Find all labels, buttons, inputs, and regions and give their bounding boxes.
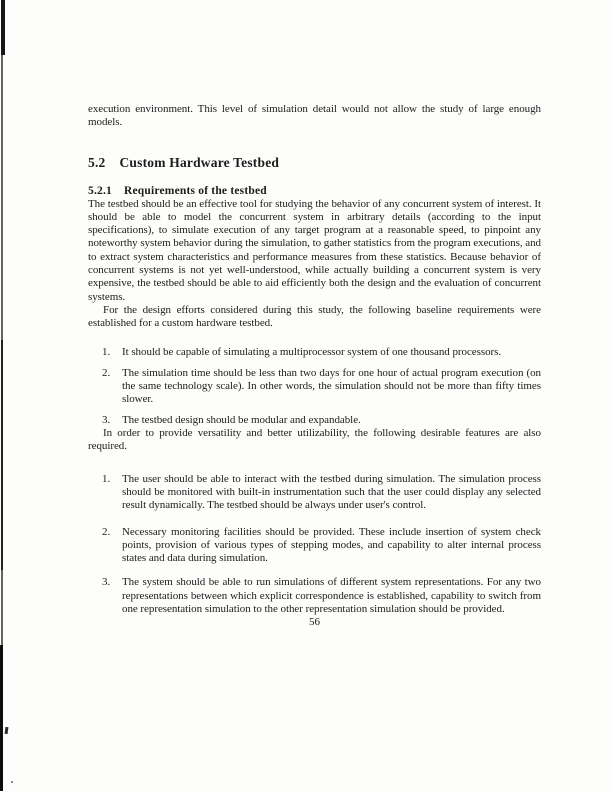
list-item-text: The system should be able to run simulations of different system representations. For any two representations between which explicit correspondence is established, capability to switch from one representation simulation to the other representation simulation should be provided. (122, 576, 541, 616)
list-item (102, 526, 541, 566)
subsection-heading (88, 185, 541, 198)
scan-artifact-speck (5, 727, 9, 734)
list-item-number: 1. (102, 472, 111, 485)
continuation-paragraph: execution environment. This level of simulation detail would not allow the study of large enough models. (88, 103, 541, 129)
page-text-block (88, 103, 541, 630)
page-number: 56 (309, 616, 320, 629)
baseline-requirements-list (88, 346, 541, 427)
list-item (102, 576, 541, 616)
list-item-text: The testbed design should be modular and expandable. (122, 413, 361, 426)
baseline-paragraph: For the design efforts considered during this study, the following baseline requirements were established for a custom hardware testbed. (88, 303, 541, 330)
desirable-paragraph: In order to provide versatility and better utilizability, the following desirable features are also required. (88, 427, 541, 453)
scan-artifact-bottom-blob (0, 645, 3, 791)
list-item-text: The user should be able to interact with the testbed during simulation. The simulation process should be monitored with built-in instrumentation such that the user could display any selected result dynamically. The testbed should be always under user's control. (122, 472, 541, 512)
scan-artifact-top-blob (1, 0, 5, 55)
list-item (102, 367, 541, 407)
list-item-number: 1. (102, 345, 111, 358)
list-item-number: 3. (102, 413, 111, 426)
list-item (102, 346, 541, 359)
list-item-text: The simulation time should be less than two days for one hour of actual program execution (on the same technology scale). In other words, the simulation should not be more than fifty times slower. (122, 366, 541, 406)
section-title: Custom Hardware Testbed (119, 154, 280, 170)
list-item-number: 3. (102, 576, 111, 589)
list-item-number: 2. (102, 366, 111, 379)
subsection-title: Requirements of the testbed (124, 184, 267, 197)
section-number: 5.2 (88, 154, 106, 170)
intro-paragraph: The testbed should be an effective tool for studying the behavior of any concurrent system of interest. It should be able to model the concurrent system in arbitrary details (according to the input specifications), to simulate execution of any target program at a reasonable speed, to pinpoint any noteworthy system behavior during the simulation, to gather statistics from the program executions, and to extract system characteristics and performance measures from these statistics. Because behavior of concurrent systems is not yet well-understood, while actually building a concurrent system is very expensive, the testbed should be able to aid efficiently both the design and the evaluation of concurrent systems. (88, 197, 541, 303)
list-item (102, 473, 541, 513)
section-heading (88, 155, 541, 170)
scan-artifact-mid-streak (1, 340, 3, 570)
list-item-text: It should be capable of simulating a multiprocessor system of one thousand processors. (122, 345, 502, 358)
scan-artifact-dot (11, 781, 13, 783)
list-item-text: Necessary monitoring facilities should be provided. These include insertion of system check points, provision of various types of stepping modes, and capability to alter internal process states and data during simulation. (122, 525, 541, 565)
list-item-number: 2. (102, 525, 111, 538)
subsection-number: 5.2.1 (88, 184, 112, 197)
desirable-features-list (88, 473, 541, 617)
list-item (102, 414, 541, 427)
